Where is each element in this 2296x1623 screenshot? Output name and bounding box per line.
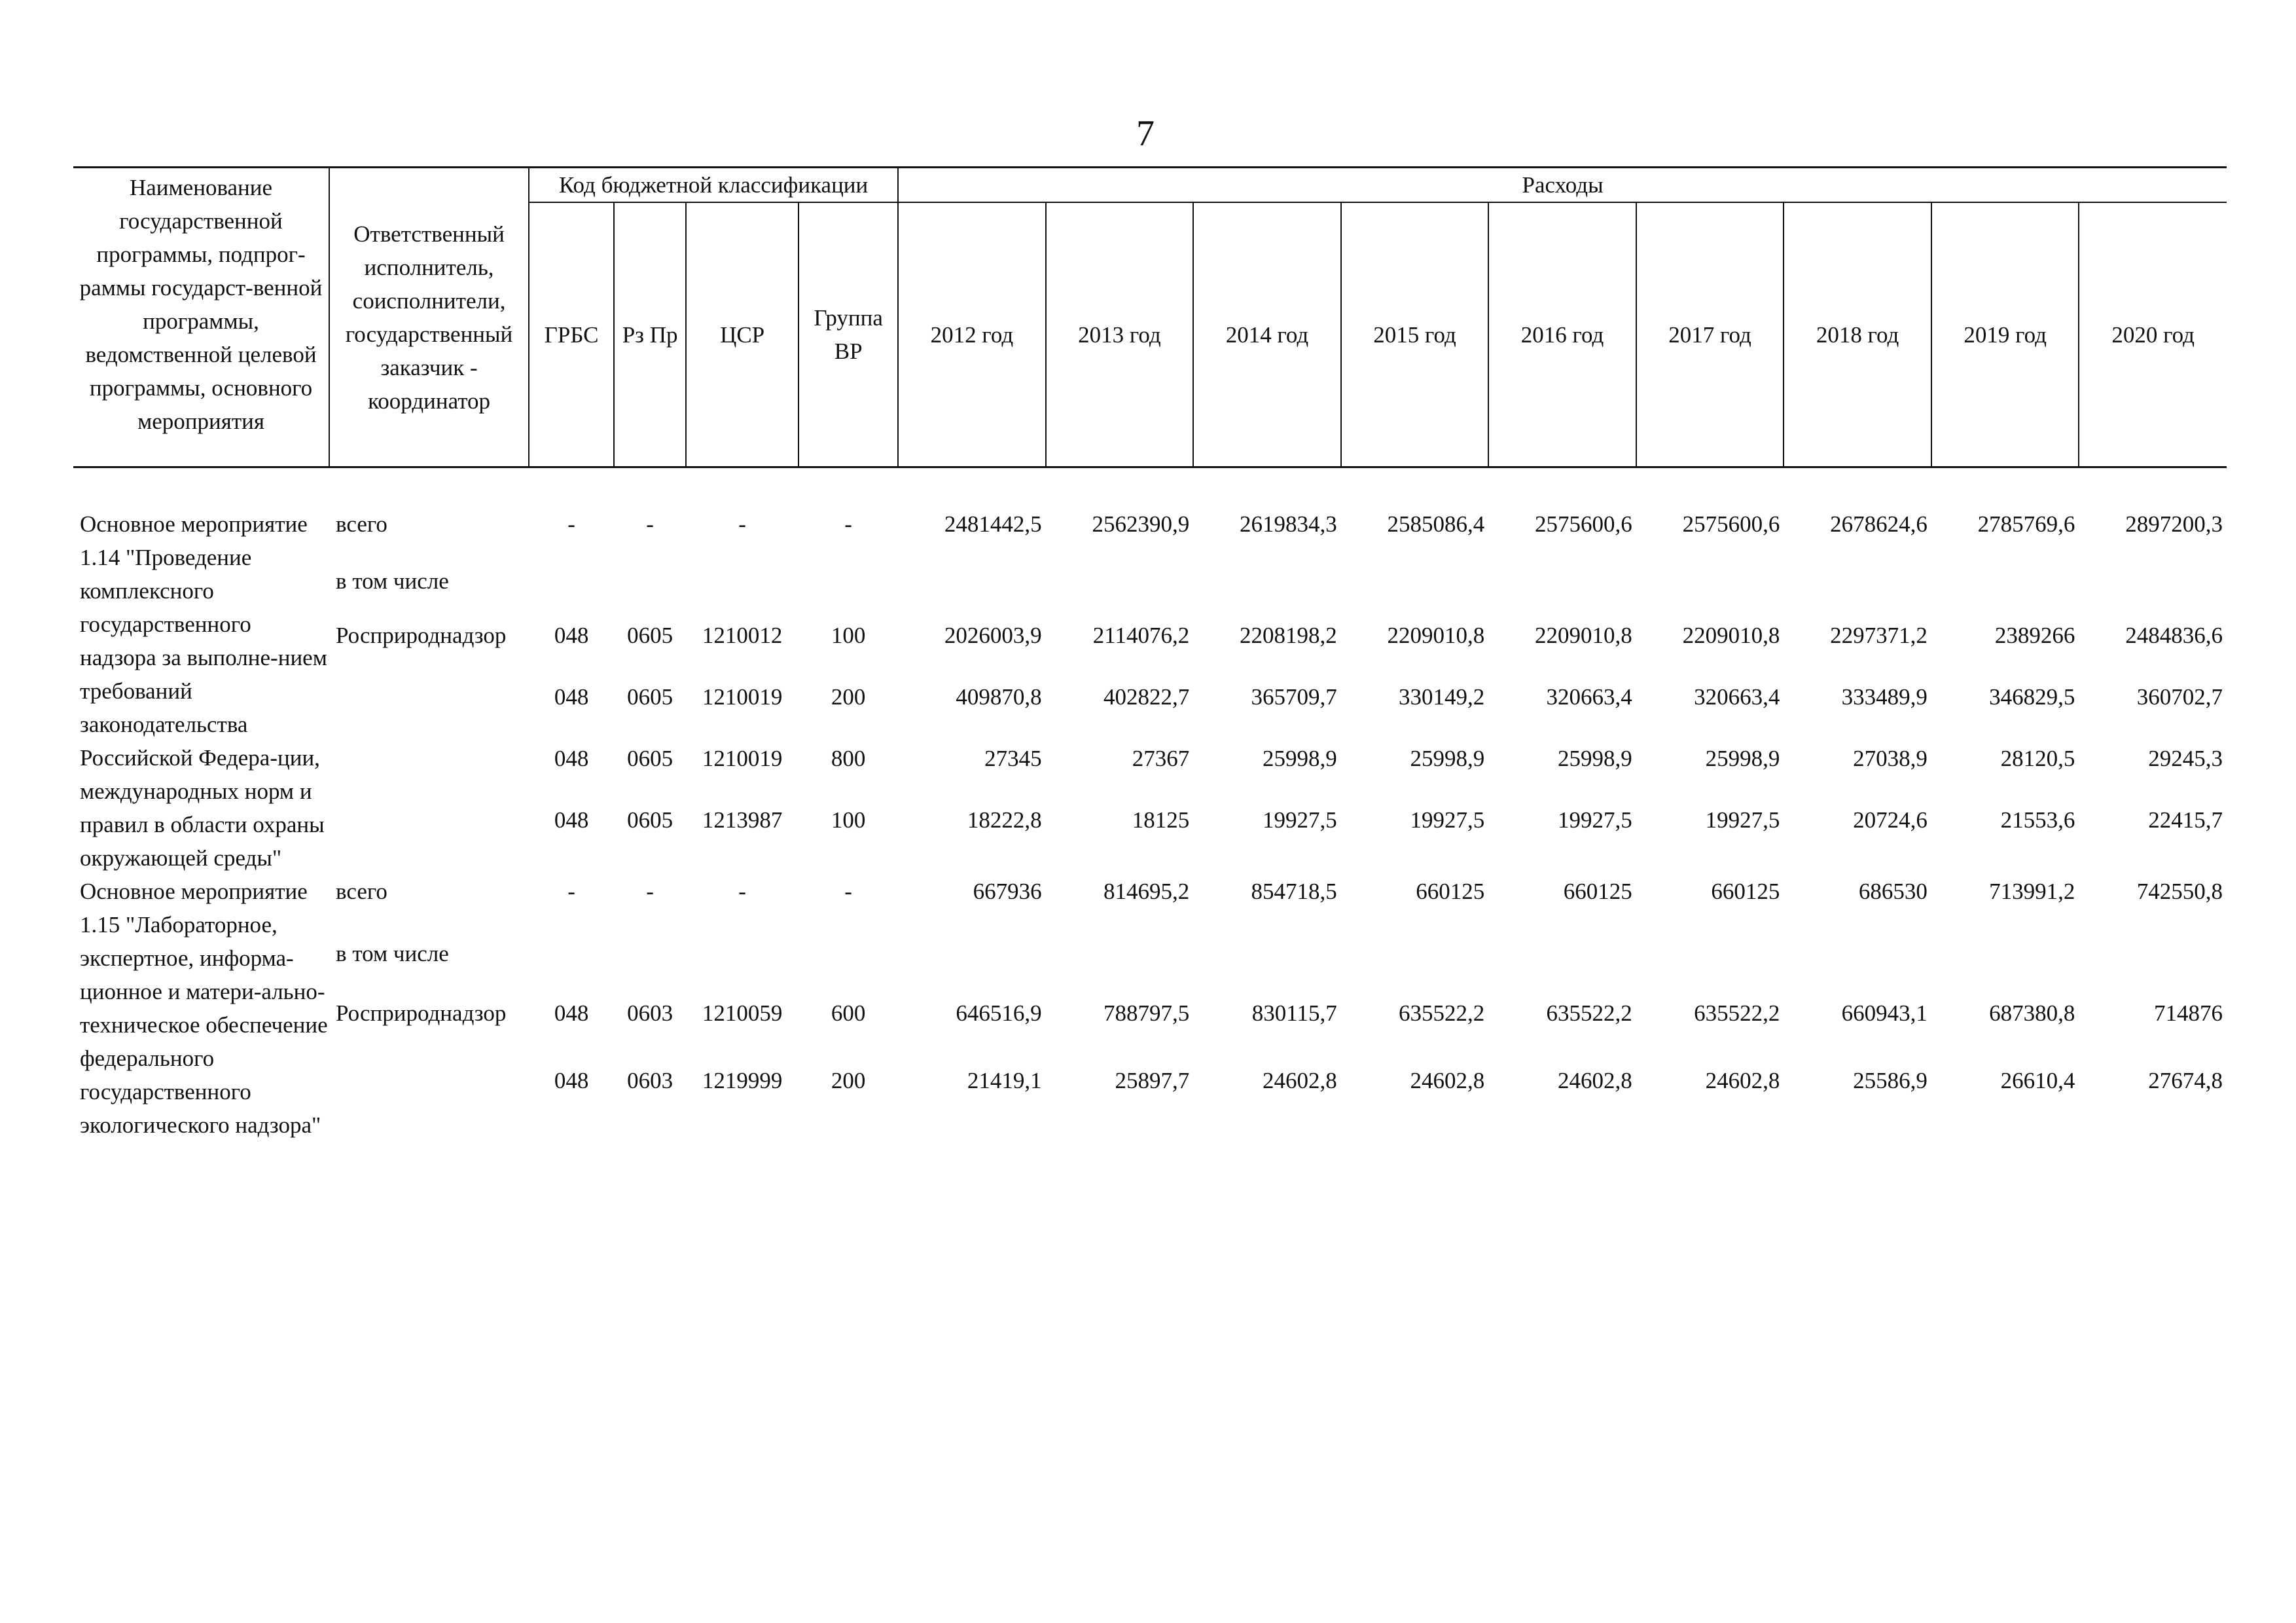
csr-cell: 1213987	[702, 807, 783, 833]
rzpr-cell: -	[646, 511, 654, 537]
value-cell: 686530	[1858, 879, 1928, 904]
header-year: 2013 год	[1046, 202, 1194, 467]
header-csr: ЦСР	[686, 202, 798, 467]
vr-cell: 100	[831, 623, 866, 649]
measure-name: Основное мероприятие 1.14 "Проведение комплексного государственного надзора за выполне-нием требований законодательства Российской Федера-ции, международных норм и правил в области охраны окружающей среды"	[80, 511, 327, 871]
value-cell: 2484836,6	[2125, 623, 2223, 649]
header-responsible: Ответственный исполнитель, соисполнители, государственный заказчик - координатор	[329, 168, 529, 467]
rzpr-cell: -	[646, 879, 654, 904]
value-cell: 18125	[1132, 807, 1190, 833]
table-row	[73, 1064, 2227, 1131]
csr-cell: -	[738, 511, 746, 537]
table-row	[73, 996, 2227, 1064]
value-cell: 18222,8	[967, 807, 1042, 833]
header-year: 2014 год	[1193, 202, 1341, 467]
value-cell: 635522,2	[1399, 1000, 1485, 1027]
value-cell: 27345	[984, 746, 1042, 772]
value-cell: 2209010,8	[1682, 623, 1780, 649]
vr-cell: 200	[831, 1067, 866, 1093]
value-cell: 27038,9	[1853, 746, 1928, 772]
value-cell: 2481442,5	[944, 511, 1042, 537]
value-cell: 28120,5	[2000, 746, 2075, 772]
value-cell: 814695,2	[1103, 879, 1190, 904]
responsible-cell: Росприроднадзор	[336, 1000, 507, 1027]
value-cell: 2026003,9	[944, 623, 1042, 649]
value-cell: 635522,2	[1546, 1000, 1632, 1027]
table-row	[73, 564, 2227, 619]
value-cell: 788797,5	[1103, 1000, 1190, 1027]
value-cell: 25998,9	[1262, 746, 1337, 772]
header-grbs: ГРБС	[529, 202, 614, 467]
value-cell: 26610,4	[2000, 1067, 2075, 1093]
total-label: всего	[336, 511, 387, 537]
table-row	[73, 937, 2227, 996]
value-cell: 687380,8	[1989, 1000, 2075, 1027]
value-cell: 330149,2	[1399, 684, 1485, 710]
value-cell: 320663,4	[1694, 684, 1780, 710]
value-cell: 830115,7	[1251, 1000, 1337, 1027]
table-row	[73, 803, 2227, 865]
rzpr-cell: 0605	[627, 623, 673, 649]
vr-cell: -	[844, 879, 852, 904]
value-cell: 409870,8	[956, 684, 1042, 710]
value-cell: 2897200,3	[2125, 511, 2223, 537]
value-cell: 19927,5	[1558, 807, 1632, 833]
csr-cell: 1210019	[702, 746, 783, 772]
value-cell: 2619834,3	[1239, 511, 1337, 537]
value-cell: 714876	[2154, 1000, 2223, 1027]
value-cell: 667936	[973, 879, 1042, 904]
value-cell: 2575600,6	[1535, 511, 1632, 537]
value-cell: 2575600,6	[1682, 511, 1780, 537]
subtotal-label: в том числе	[336, 568, 449, 594]
value-cell: 402822,7	[1103, 684, 1190, 710]
header-expenses-group: Расходы	[898, 168, 2227, 203]
table-row	[73, 680, 2227, 742]
value-cell: 2208198,2	[1239, 623, 1337, 649]
table-header	[73, 168, 2227, 467]
value-cell: 742550,8	[2136, 879, 2223, 904]
value-cell: 25998,9	[1705, 746, 1780, 772]
value-cell: 27367	[1132, 746, 1190, 772]
grbs-cell: 048	[554, 684, 589, 710]
value-cell: 660125	[1563, 879, 1632, 904]
header-year: 2020 год	[2079, 202, 2227, 467]
value-cell: 2678624,6	[1830, 511, 1928, 537]
value-cell: 2562390,9	[1092, 511, 1190, 537]
table-row	[73, 742, 2227, 803]
header-year: 2016 год	[1488, 202, 1636, 467]
header-year: 2019 год	[1931, 202, 2079, 467]
value-cell: 2785769,6	[1977, 511, 2075, 537]
table-row	[73, 875, 2227, 937]
grbs-cell: 048	[554, 1000, 589, 1027]
rzpr-cell: 0605	[627, 746, 673, 772]
value-cell: 19927,5	[1705, 807, 1780, 833]
value-cell: 346829,5	[1989, 684, 2075, 710]
value-cell: 25897,7	[1115, 1067, 1190, 1093]
value-cell: 20724,6	[1853, 807, 1928, 833]
value-cell: 22415,7	[2148, 807, 2223, 833]
vr-cell: -	[844, 511, 852, 537]
vr-cell: 800	[831, 746, 866, 772]
value-cell: 21553,6	[2000, 807, 2075, 833]
table-row	[73, 619, 2227, 680]
rzpr-cell: 0605	[627, 807, 673, 833]
value-cell: 365709,7	[1251, 684, 1337, 710]
rzpr-cell: 0603	[627, 1000, 673, 1027]
value-cell: 713991,2	[1989, 879, 2075, 904]
header-vr: Группа ВР	[798, 202, 898, 467]
csr-cell: 1210012	[702, 623, 783, 649]
header-year: 2018 год	[1784, 202, 1931, 467]
value-cell: 2209010,8	[1535, 623, 1632, 649]
grbs-cell: 048	[554, 807, 589, 833]
vr-cell: 100	[831, 807, 866, 833]
table-row	[73, 507, 2227, 564]
value-cell: 360702,7	[2136, 684, 2223, 710]
value-cell: 27674,8	[2148, 1067, 2223, 1093]
grbs-cell: -	[567, 511, 575, 537]
vr-cell: 200	[831, 684, 866, 710]
csr-cell: 1210019	[702, 684, 783, 710]
csr-cell: 1210059	[702, 1000, 783, 1027]
header-budget-code-group: Код бюджетной классификации	[529, 168, 898, 203]
value-cell: 25998,9	[1558, 746, 1632, 772]
value-cell: 25586,9	[1853, 1067, 1928, 1093]
value-cell: 29245,3	[2148, 746, 2223, 772]
header-year: 2015 год	[1341, 202, 1489, 467]
grbs-cell: 048	[554, 1067, 589, 1093]
value-cell: 24602,8	[1705, 1067, 1780, 1093]
grbs-cell: -	[567, 879, 575, 904]
value-cell: 646516,9	[956, 1000, 1042, 1027]
page-number: 7	[1136, 113, 1155, 154]
total-label: всего	[336, 879, 387, 904]
value-cell: 854718,5	[1251, 879, 1337, 904]
value-cell: 19927,5	[1410, 807, 1485, 833]
header-year: 2012 год	[898, 202, 1046, 467]
value-cell: 660125	[1711, 879, 1780, 904]
header-rzpr: Рз Пр	[614, 202, 686, 467]
value-cell: 2585086,4	[1387, 511, 1485, 537]
value-cell: 320663,4	[1546, 684, 1632, 710]
value-cell: 2114076,2	[1092, 623, 1190, 649]
responsible-cell: Росприроднадзор	[336, 623, 507, 649]
vr-cell: 600	[831, 1000, 866, 1027]
table-body	[73, 467, 2227, 1142]
value-cell: 2297371,2	[1830, 623, 1928, 649]
value-cell: 24602,8	[1558, 1067, 1632, 1093]
header-year: 2017 год	[1636, 202, 1784, 467]
value-cell: 660125	[1416, 879, 1485, 904]
value-cell: 333489,9	[1841, 684, 1928, 710]
rzpr-cell: 0603	[627, 1067, 673, 1093]
budget-expenses-table	[73, 166, 2227, 1142]
csr-cell: -	[738, 879, 746, 904]
value-cell: 24602,8	[1410, 1067, 1485, 1093]
value-cell: 25998,9	[1410, 746, 1485, 772]
value-cell: 635522,2	[1694, 1000, 1780, 1027]
csr-cell: 1219999	[702, 1067, 783, 1093]
subtotal-label: в том числе	[336, 940, 449, 966]
value-cell: 19927,5	[1262, 807, 1337, 833]
value-cell: 2389266	[1994, 623, 2075, 649]
measure-name: Основное мероприятие 1.15 "Лабораторное, экспертное, информа-ционное и матери-ально-техническое обеспечение федерального государственного экологического надзора"	[80, 879, 328, 1138]
header-program-name: Наименование государственной программы, подпрог-раммы государст-венной программы, ведомственной целевой программы, основного мероприятия	[73, 168, 329, 467]
value-cell: 24602,8	[1262, 1067, 1337, 1093]
value-cell: 660943,1	[1841, 1000, 1928, 1027]
rzpr-cell: 0605	[627, 684, 673, 710]
grbs-cell: 048	[554, 746, 589, 772]
grbs-cell: 048	[554, 623, 589, 649]
value-cell: 21419,1	[967, 1067, 1042, 1093]
value-cell: 2209010,8	[1387, 623, 1485, 649]
